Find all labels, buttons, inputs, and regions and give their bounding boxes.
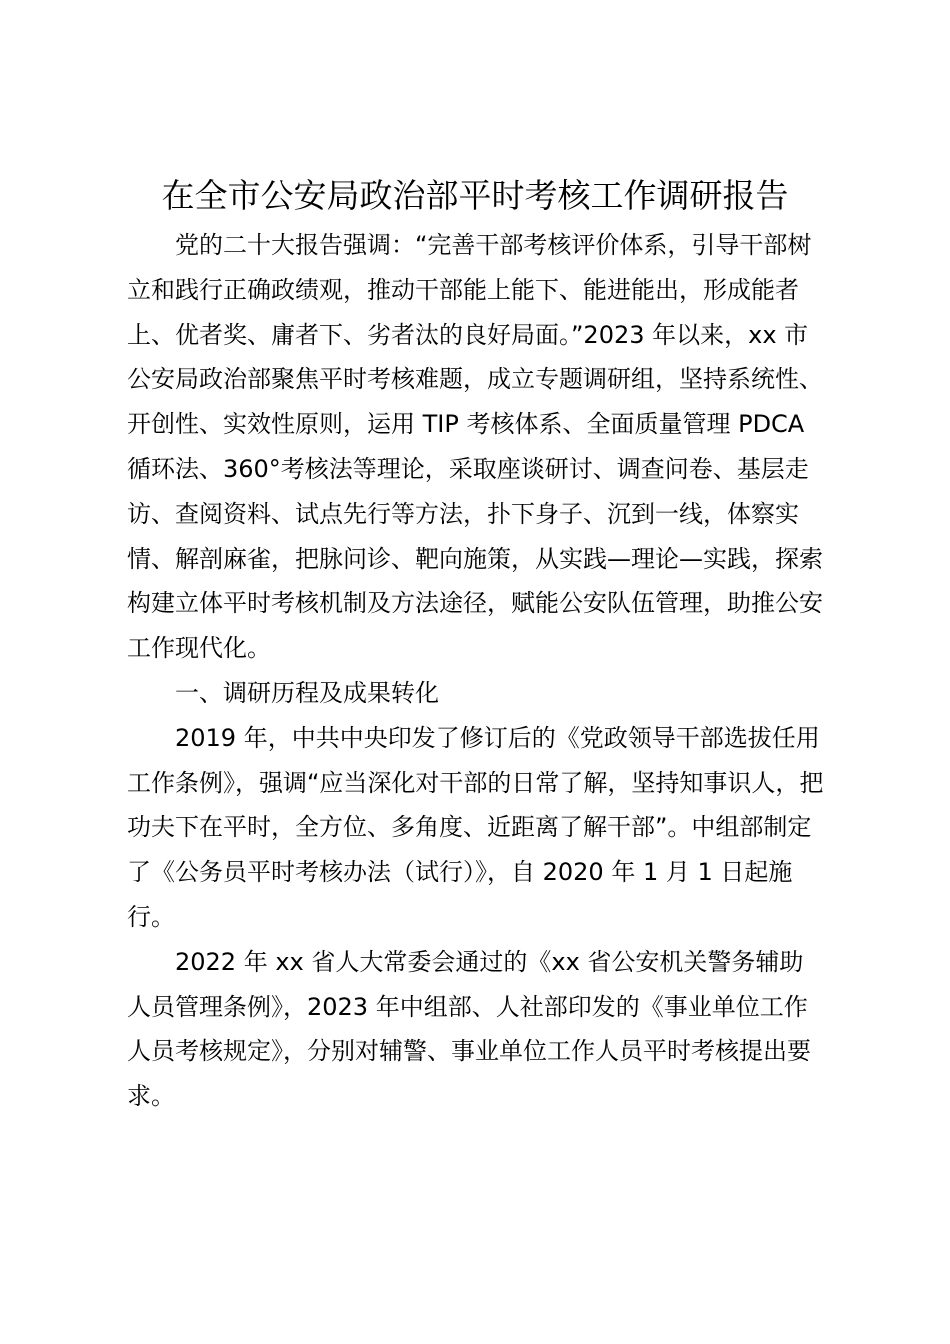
paragraph-2019: 2019 年，中共中央印发了修订后的《党政领导干部选拔任用工作条例》，强调“应当深化对干部的日常了解，坚持知事识人，把功夫下在平时，全方位、多角度、近距离了解干部”。中组部制定了《公务员平时考核办法（试行）》，自 2020 年 1 月 1 日起施行。 — [127, 723, 824, 931]
paragraph-intro: 党的二十大报告强调：“完善干部考核评价体系，引导干部树立和践行正确政绩观，推动干部能上能下、能进能出，形成能者上、优者奖、庸者下、劣者汰的良好局面。”2023 年以来，xx 市公安局政治部聚焦平时考核难题，成立专题调研组，坚持系统性、开创性、实效性原则，运用 TIP 考核体系、全面质量管理 PDCA 循环法、360°考核法等理论，采取座谈研讨、调查问卷、基层走访、查阅资料、试点先行等方法，扑下身子、沉到一线，体察实情、解剖麻雀，把脉问诊、靶向施策，从实践—理论—实践，探索构建立体平时考核机制及方法途径，赋能公安队伍管理，助推公安工作现代化。 — [127, 231, 823, 663]
document-title: 在全市公安局政治部平时考核工作调研报告 — [161, 176, 789, 215]
paragraph-2022: 2022 年 xx 省人大常委会通过的《xx 省公安机关警务辅助人员管理条例》，2023 年中组部、人社部印发的《事业单位工作人员考核规定》，分别对辅警、事业单位工作人员平时考核提出要求。 — [127, 947, 811, 1111]
document-body — [127, 223, 827, 1119]
section-heading: 一、调研历程及成果转化 — [175, 678, 439, 707]
